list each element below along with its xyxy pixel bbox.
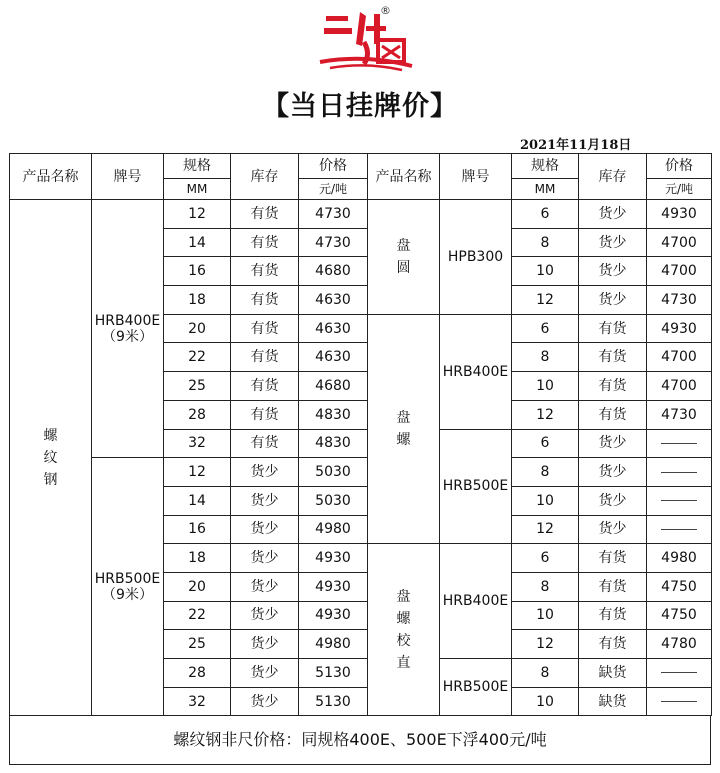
- right-price: [647, 515, 712, 544]
- left-price: 4930: [299, 601, 368, 630]
- right-price: 4980: [647, 544, 712, 573]
- right-price: 4930: [647, 314, 712, 343]
- no-price-dash: [661, 443, 697, 444]
- header-spec-unit: MM: [512, 179, 579, 200]
- right-price: 4780: [647, 630, 712, 659]
- right-spec: 8: [512, 572, 579, 601]
- right-stock: 有货: [579, 601, 647, 630]
- left-spec: 18: [164, 286, 231, 315]
- left-spec: 28: [164, 659, 231, 688]
- right-stock: 有货: [579, 630, 647, 659]
- right-spec: 8: [512, 659, 579, 688]
- right-spec: 12: [512, 630, 579, 659]
- table-row: [10, 200, 712, 229]
- footer-note: 螺纹钢非尺价格：同规格400E、500E下浮400元/吨: [9, 715, 711, 765]
- right-spec: 10: [512, 687, 579, 716]
- right-product-name: 盘 圆: [368, 200, 440, 315]
- left-spec: 25: [164, 630, 231, 659]
- right-stock: 货少: [579, 486, 647, 515]
- right-stock: 有货: [579, 372, 647, 401]
- company-logo: [316, 6, 416, 74]
- right-brand: HRB500E: [440, 659, 512, 716]
- page-title: 【当日挂牌价】: [262, 91, 458, 122]
- table-row: [10, 458, 712, 487]
- right-stock: 货少: [579, 429, 647, 458]
- no-price-dash: [661, 701, 697, 702]
- left-price: 4830: [299, 400, 368, 429]
- left-price: 5030: [299, 486, 368, 515]
- right-price: 4730: [647, 286, 712, 315]
- right-stock: 缺货: [579, 659, 647, 688]
- right-price: 4700: [647, 372, 712, 401]
- header-brand: 牌号: [92, 154, 164, 200]
- right-stock: 货少: [579, 228, 647, 257]
- left-spec: 14: [164, 486, 231, 515]
- left-brand: HRB500E （9米）: [92, 458, 164, 716]
- right-brand: HRB400E: [440, 314, 512, 429]
- right-spec: 6: [512, 544, 579, 573]
- right-brand: HRB400E: [440, 544, 512, 659]
- right-price: 4730: [647, 400, 712, 429]
- right-brand: HPB300: [440, 200, 512, 315]
- right-price: [647, 458, 712, 487]
- right-price: [647, 659, 712, 688]
- header-price-unit: 元/吨: [299, 179, 368, 200]
- right-price: [647, 429, 712, 458]
- right-spec: 10: [512, 372, 579, 401]
- left-stock: 有货: [231, 400, 299, 429]
- right-stock: 有货: [579, 314, 647, 343]
- left-stock: 有货: [231, 286, 299, 315]
- left-spec: 22: [164, 601, 231, 630]
- left-stock: 货少: [231, 659, 299, 688]
- right-spec: 8: [512, 458, 579, 487]
- right-stock: 有货: [579, 544, 647, 573]
- right-spec: 10: [512, 486, 579, 515]
- left-stock: 有货: [231, 200, 299, 229]
- right-stock: 缺货: [579, 687, 647, 716]
- left-price: 4830: [299, 429, 368, 458]
- header-stock: 库存: [231, 154, 299, 200]
- left-stock: 货少: [231, 544, 299, 573]
- header-price-unit: 元/吨: [647, 179, 712, 200]
- left-spec: 20: [164, 572, 231, 601]
- right-spec: 10: [512, 601, 579, 630]
- left-stock: 货少: [231, 486, 299, 515]
- right-price: 4930: [647, 200, 712, 229]
- right-spec: 6: [512, 429, 579, 458]
- left-spec: 22: [164, 343, 231, 372]
- header-stock: 库存: [579, 154, 647, 200]
- left-spec: 25: [164, 372, 231, 401]
- left-spec: 32: [164, 429, 231, 458]
- left-price: 4630: [299, 286, 368, 315]
- header-product: 产品名称: [368, 154, 440, 200]
- left-stock: 有货: [231, 257, 299, 286]
- header-price: 价格: [647, 154, 712, 179]
- left-stock: 货少: [231, 630, 299, 659]
- left-stock: 有货: [231, 372, 299, 401]
- left-brand: HRB400E （9米）: [92, 200, 164, 458]
- right-price: 4700: [647, 257, 712, 286]
- left-price: 4930: [299, 544, 368, 573]
- header-brand: 牌号: [440, 154, 512, 200]
- no-price-dash: [661, 500, 697, 501]
- header-spec-unit: MM: [164, 179, 231, 200]
- left-stock: 货少: [231, 572, 299, 601]
- right-spec: 8: [512, 343, 579, 372]
- right-spec: 10: [512, 257, 579, 286]
- right-stock: 货少: [579, 458, 647, 487]
- left-price: 4980: [299, 630, 368, 659]
- left-stock: 货少: [231, 687, 299, 716]
- left-stock: 货少: [231, 515, 299, 544]
- right-spec: 8: [512, 228, 579, 257]
- left-price: 4680: [299, 257, 368, 286]
- price-table: [9, 153, 712, 716]
- header-price: 价格: [299, 154, 368, 179]
- right-price: 4700: [647, 228, 712, 257]
- right-stock: 货少: [579, 200, 647, 229]
- right-stock: 有货: [579, 343, 647, 372]
- right-spec: 12: [512, 400, 579, 429]
- left-spec: 18: [164, 544, 231, 573]
- price-date: 2021年11月18日: [520, 138, 632, 153]
- left-stock: 货少: [231, 458, 299, 487]
- right-spec: 12: [512, 286, 579, 315]
- left-stock: 有货: [231, 429, 299, 458]
- left-stock: 有货: [231, 343, 299, 372]
- left-stock: 货少: [231, 601, 299, 630]
- right-stock: 货少: [579, 257, 647, 286]
- header-row: [10, 154, 712, 179]
- left-spec: 32: [164, 687, 231, 716]
- left-stock: 有货: [231, 228, 299, 257]
- left-spec: 12: [164, 458, 231, 487]
- right-price: 4750: [647, 601, 712, 630]
- left-product-name: 螺 纹 钢: [10, 200, 92, 716]
- left-stock: 有货: [231, 314, 299, 343]
- right-product-name: 盘 螺 校 直: [368, 544, 440, 716]
- header-spec: 规格: [512, 154, 579, 179]
- registered-mark: ®: [380, 4, 391, 17]
- no-price-dash: [661, 472, 697, 473]
- right-spec: 6: [512, 200, 579, 229]
- right-spec: 12: [512, 515, 579, 544]
- left-price: 4630: [299, 314, 368, 343]
- left-price: 5130: [299, 687, 368, 716]
- right-price: 4700: [647, 343, 712, 372]
- left-price: 4930: [299, 572, 368, 601]
- right-price: 4750: [647, 572, 712, 601]
- right-stock: 货少: [579, 286, 647, 315]
- left-spec: 12: [164, 200, 231, 229]
- left-spec: 16: [164, 515, 231, 544]
- left-spec: 14: [164, 228, 231, 257]
- right-spec: 6: [512, 314, 579, 343]
- right-brand: HRB500E: [440, 429, 512, 544]
- left-spec: 16: [164, 257, 231, 286]
- right-price: [647, 687, 712, 716]
- left-spec: 28: [164, 400, 231, 429]
- right-stock: 有货: [579, 572, 647, 601]
- right-price: [647, 486, 712, 515]
- left-spec: 20: [164, 314, 231, 343]
- left-price: 5130: [299, 659, 368, 688]
- left-price: 4980: [299, 515, 368, 544]
- left-price: 4730: [299, 200, 368, 229]
- left-price: 5030: [299, 458, 368, 487]
- left-price: 4730: [299, 228, 368, 257]
- no-price-dash: [661, 672, 697, 673]
- no-price-dash: [661, 529, 697, 530]
- right-stock: 货少: [579, 515, 647, 544]
- right-product-name: 盘 螺: [368, 314, 440, 544]
- left-price: 4680: [299, 372, 368, 401]
- header-spec: 规格: [164, 154, 231, 179]
- left-price: 4630: [299, 343, 368, 372]
- right-stock: 有货: [579, 400, 647, 429]
- header-product: 产品名称: [10, 154, 92, 200]
